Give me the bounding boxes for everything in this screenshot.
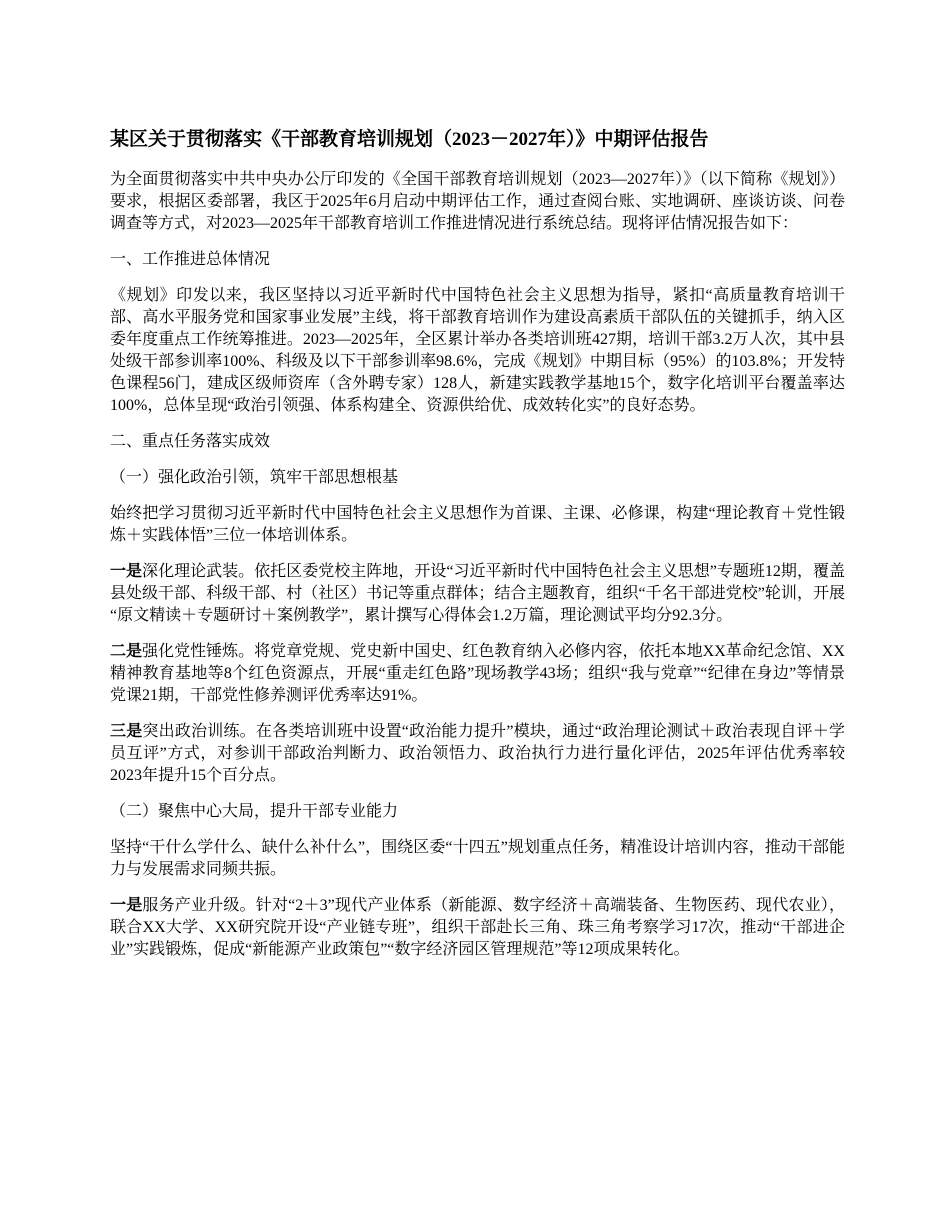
overview-paragraph: 《规划》印发以来，我区坚持以习近平新时代中国特色社会主义思想为指导，紧扣“高质量教育培训干部、高水平服务党和国家事业发展”主线，将干部教育培训作为建设高素质干部队伍的关键抓手，纳入区委年度重点工作统筹推进。2023—2025年，全区累计举办各类培训班427期，培训干部3.2万人次，其中县处级干部参训率100%、科级及以下干部参训率98.6%，完成《规划》中期目标（95%）的103.8%；开发特色课程56门，建成区级师资库（含外聘专家）128人，新建实践教学基地15个，数字化培训平台覆盖率达100%，总体呈现“政治引领强、体系构建全、资源供给优、成效转化实”的良好态势。 xyxy=(110,287,845,414)
list-item-party-spirit xyxy=(110,641,845,707)
subsection-2-1-intro-paragraph: 始终把学习贯彻习近平新时代中国特色社会主义思想作为首课、主课、必修课，构建“理论教育＋党性锻炼＋实践体悟”三位一体培训体系。 xyxy=(110,505,845,544)
list-item-lead: 三是 xyxy=(110,723,143,740)
list-item-lead: 二是 xyxy=(110,643,143,660)
intro-paragraph: 为全面贯彻落实中共中央办公厅印发的《全国干部教育培训规划（2023—2027年）》（以下简称《规划》）要求，根据区委部署，我区于2025年6月启动中期评估工作，通过查阅台账、实地调研、座谈访谈、问卷调查等方式，对2023—2025年干部教育培训工作推进情况进行系统总结。现将评估情况报告如下： xyxy=(110,171,845,232)
list-item-text: 服务产业升级。针对“2＋3”现代产业体系（新能源、数字经济＋高端装备、生物医药、现代农业），联合XX大学、XX研究院开设“产业链专班”，组织干部赴长三角、珠三角考察学习17次，推动“干部进企业”实践锻炼，促成“新能源产业政策包”“数字经济园区管理规范”等12项成果转化。 xyxy=(110,897,845,958)
report-body xyxy=(110,127,845,961)
list-item-political-training xyxy=(110,721,845,787)
report-title: 某区关于贯彻落实《干部教育培训规划（2023－2027年）》中期评估报告 xyxy=(110,129,709,150)
section-heading-2: 二、重点任务落实成效 xyxy=(110,433,271,450)
list-item-text: 深化理论武装。依托区委党校主阵地，开设“习近平新时代中国特色社会主义思想”专题班12期，覆盖县处级干部、科级干部、村（社区）书记等重点群体；结合主题教育，组织“千名干部进党校”轮训，开展“原文精读＋专题研讨＋案例教学”，累计撰写心得体会1.2万篇，理论测试平均分92.3分。 xyxy=(110,563,845,624)
section-heading-1: 一、工作推进总体情况 xyxy=(110,251,271,268)
list-item-text: 突出政治训练。在各类培训班中设置“政治能力提升”模块，通过“政治理论测试＋政治表现自评＋学员互评”方式，对参训干部政治判断力、政治领悟力、政治执行力进行量化评估，2025年评估优秀率较2023年提升15个百分点。 xyxy=(110,723,845,784)
subsection-heading-2-2: （二）聚焦中心大局，提升干部专业能力 xyxy=(110,803,399,820)
subsection-2-2-intro-paragraph: 坚持“干什么学什么、缺什么补什么”，围绕区委“十四五”规划重点任务，精准设计培训内容，推动干部能力与发展需求同频共振。 xyxy=(110,839,845,878)
list-item-lead: 一是 xyxy=(110,897,143,914)
list-item-industry-upgrade xyxy=(110,895,845,961)
subsection-heading-2-1: （一）强化政治引领，筑牢干部思想根基 xyxy=(110,469,399,486)
list-item-theory xyxy=(110,561,845,627)
list-item-lead: 一是 xyxy=(110,563,143,580)
list-item-text: 强化党性锤炼。将党章党规、党史新中国史、红色教育纳入必修内容，依托本地XX革命纪念馆、XX精神教育基地等8个红色资源点，开展“重走红色路”现场教学43场；组织“我与党章”“纪律在身边”等情景党课21期，干部党性修养测评优秀率达91%。 xyxy=(110,643,845,704)
